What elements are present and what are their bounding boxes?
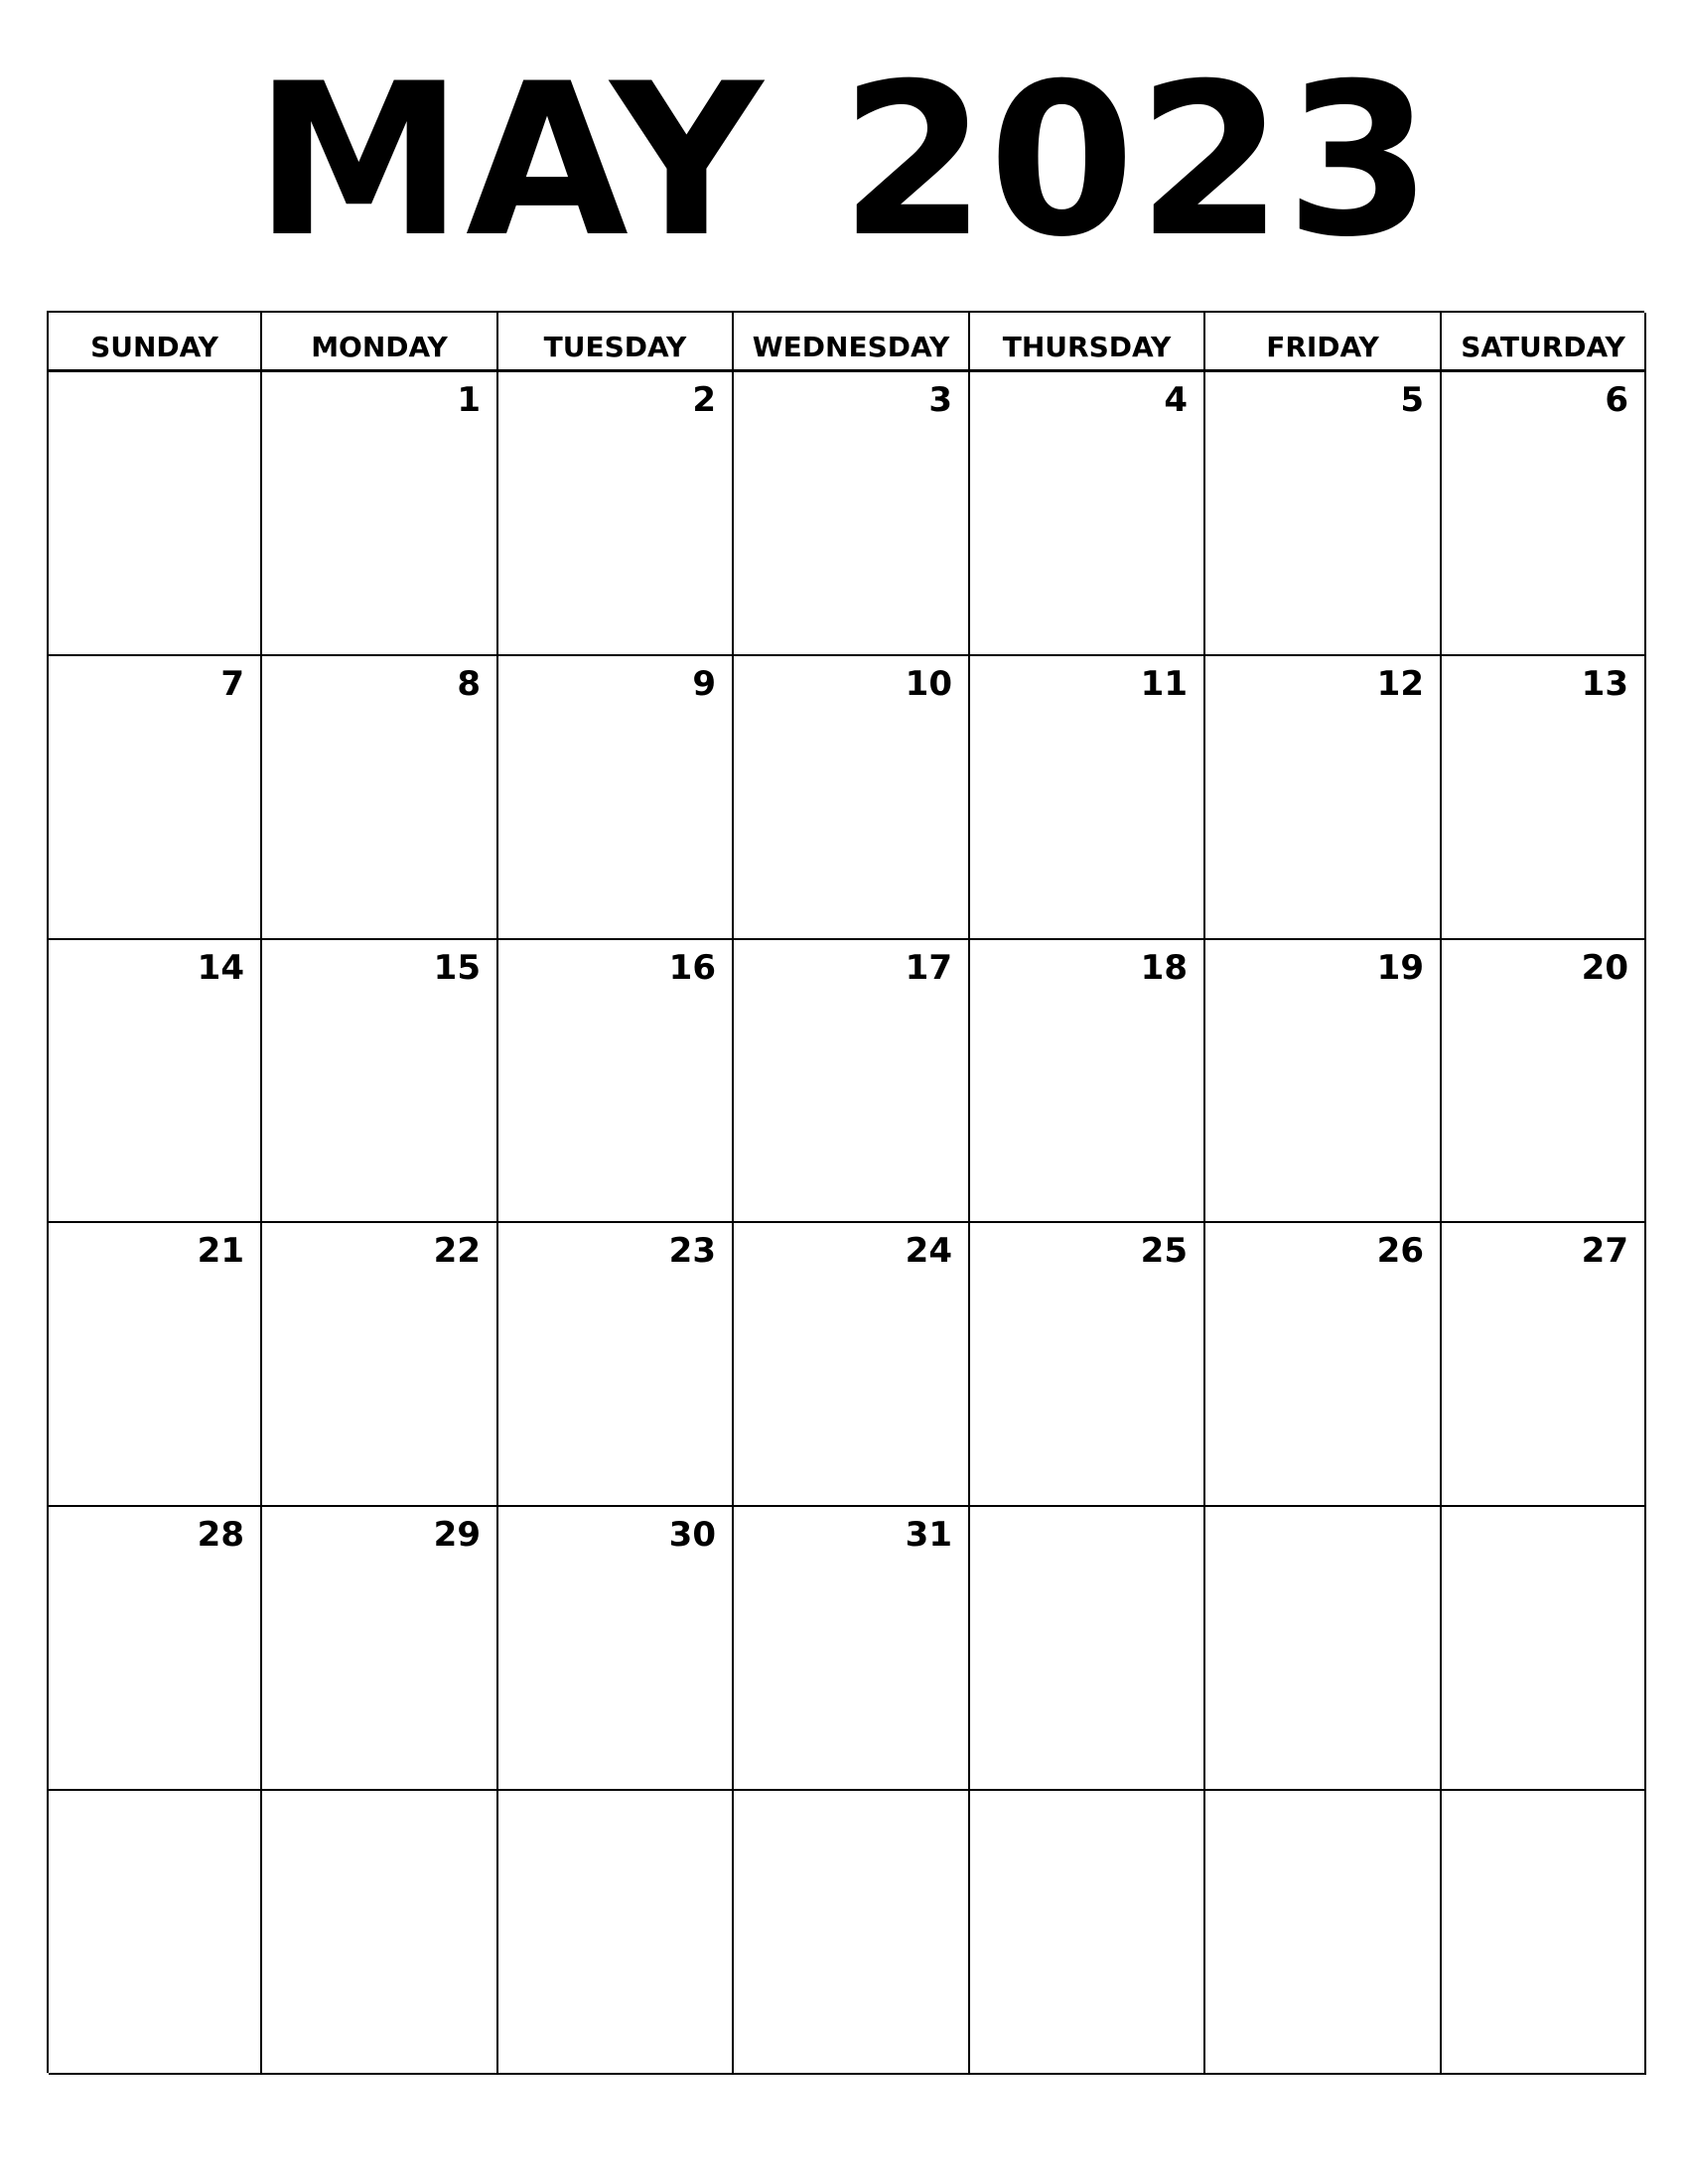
day-cell (1205, 1507, 1442, 1791)
day-number: 31 (905, 1515, 952, 1556)
day-cell (1205, 372, 1442, 656)
weekday-header: SATURDAY (1442, 313, 1646, 372)
day-cell (262, 656, 498, 940)
day-cell (498, 656, 734, 940)
day-cell (1442, 1223, 1646, 1507)
day-cell (1205, 1223, 1442, 1507)
day-number: 22 (433, 1231, 481, 1272)
day-number: 14 (197, 947, 244, 988)
day-cell (1442, 1507, 1646, 1791)
day-cell (970, 940, 1205, 1224)
day-number: 8 (457, 663, 481, 704)
day-cell (262, 372, 498, 656)
day-number: 3 (928, 380, 952, 420)
day-cell (498, 372, 734, 656)
day-number: 12 (1376, 663, 1424, 704)
day-number: 2 (692, 380, 716, 420)
day-cell (262, 1791, 498, 2075)
day-number: 10 (905, 663, 952, 704)
day-cell (1205, 940, 1442, 1224)
day-number: 4 (1164, 380, 1188, 420)
day-number: 15 (433, 947, 481, 988)
day-number: 19 (1376, 947, 1424, 988)
day-number: 25 (1140, 1231, 1188, 1272)
day-cell (49, 656, 262, 940)
day-cell (970, 1223, 1205, 1507)
day-number: 27 (1581, 1231, 1628, 1272)
weekday-header: THURSDAY (970, 313, 1205, 372)
day-cell (262, 1223, 498, 1507)
day-cell (970, 1507, 1205, 1791)
day-cell (734, 656, 970, 940)
day-number: 1 (457, 380, 481, 420)
day-number: 21 (197, 1231, 244, 1272)
day-cell (498, 1223, 734, 1507)
day-cell (734, 1791, 970, 2075)
weekday-header: MONDAY (262, 313, 498, 372)
calendar-grid (47, 311, 1644, 2073)
day-number: 20 (1581, 947, 1628, 988)
day-number: 16 (668, 947, 716, 988)
day-number: 5 (1400, 380, 1424, 420)
day-cell (498, 940, 734, 1224)
calendar-title: MAY 2023 (253, 38, 1435, 283)
day-cell (734, 1507, 970, 1791)
day-cell (1442, 372, 1646, 656)
day-cell (262, 1507, 498, 1791)
day-number: 17 (905, 947, 952, 988)
day-number: 30 (668, 1515, 716, 1556)
weekday-header: FRIDAY (1205, 313, 1442, 372)
day-cell (1442, 656, 1646, 940)
day-cell (49, 372, 262, 656)
day-cell (262, 940, 498, 1224)
day-number: 29 (433, 1515, 481, 1556)
weekday-header: TUESDAY (498, 313, 734, 372)
day-cell (1205, 656, 1442, 940)
day-number: 28 (197, 1515, 244, 1556)
day-cell (49, 1791, 262, 2075)
day-cell (1205, 1791, 1442, 2075)
day-cell (734, 940, 970, 1224)
day-cell (734, 372, 970, 656)
day-cell (970, 656, 1205, 940)
day-number: 24 (905, 1231, 952, 1272)
weekday-header: SUNDAY (49, 313, 262, 372)
day-cell (970, 372, 1205, 656)
day-number: 26 (1376, 1231, 1424, 1272)
day-number: 6 (1605, 380, 1628, 420)
day-cell (970, 1791, 1205, 2075)
day-cell (498, 1791, 734, 2075)
day-cell (49, 940, 262, 1224)
day-number: 9 (692, 663, 716, 704)
day-number: 7 (220, 663, 244, 704)
day-number: 13 (1581, 663, 1628, 704)
day-cell (498, 1507, 734, 1791)
day-cell (1442, 1791, 1646, 2075)
day-cell (49, 1507, 262, 1791)
day-number: 11 (1140, 663, 1188, 704)
day-cell (49, 1223, 262, 1507)
day-cell (734, 1223, 970, 1507)
day-cell (1442, 940, 1646, 1224)
day-number: 23 (668, 1231, 716, 1272)
day-number: 18 (1140, 947, 1188, 988)
weekday-header: WEDNESDAY (734, 313, 970, 372)
